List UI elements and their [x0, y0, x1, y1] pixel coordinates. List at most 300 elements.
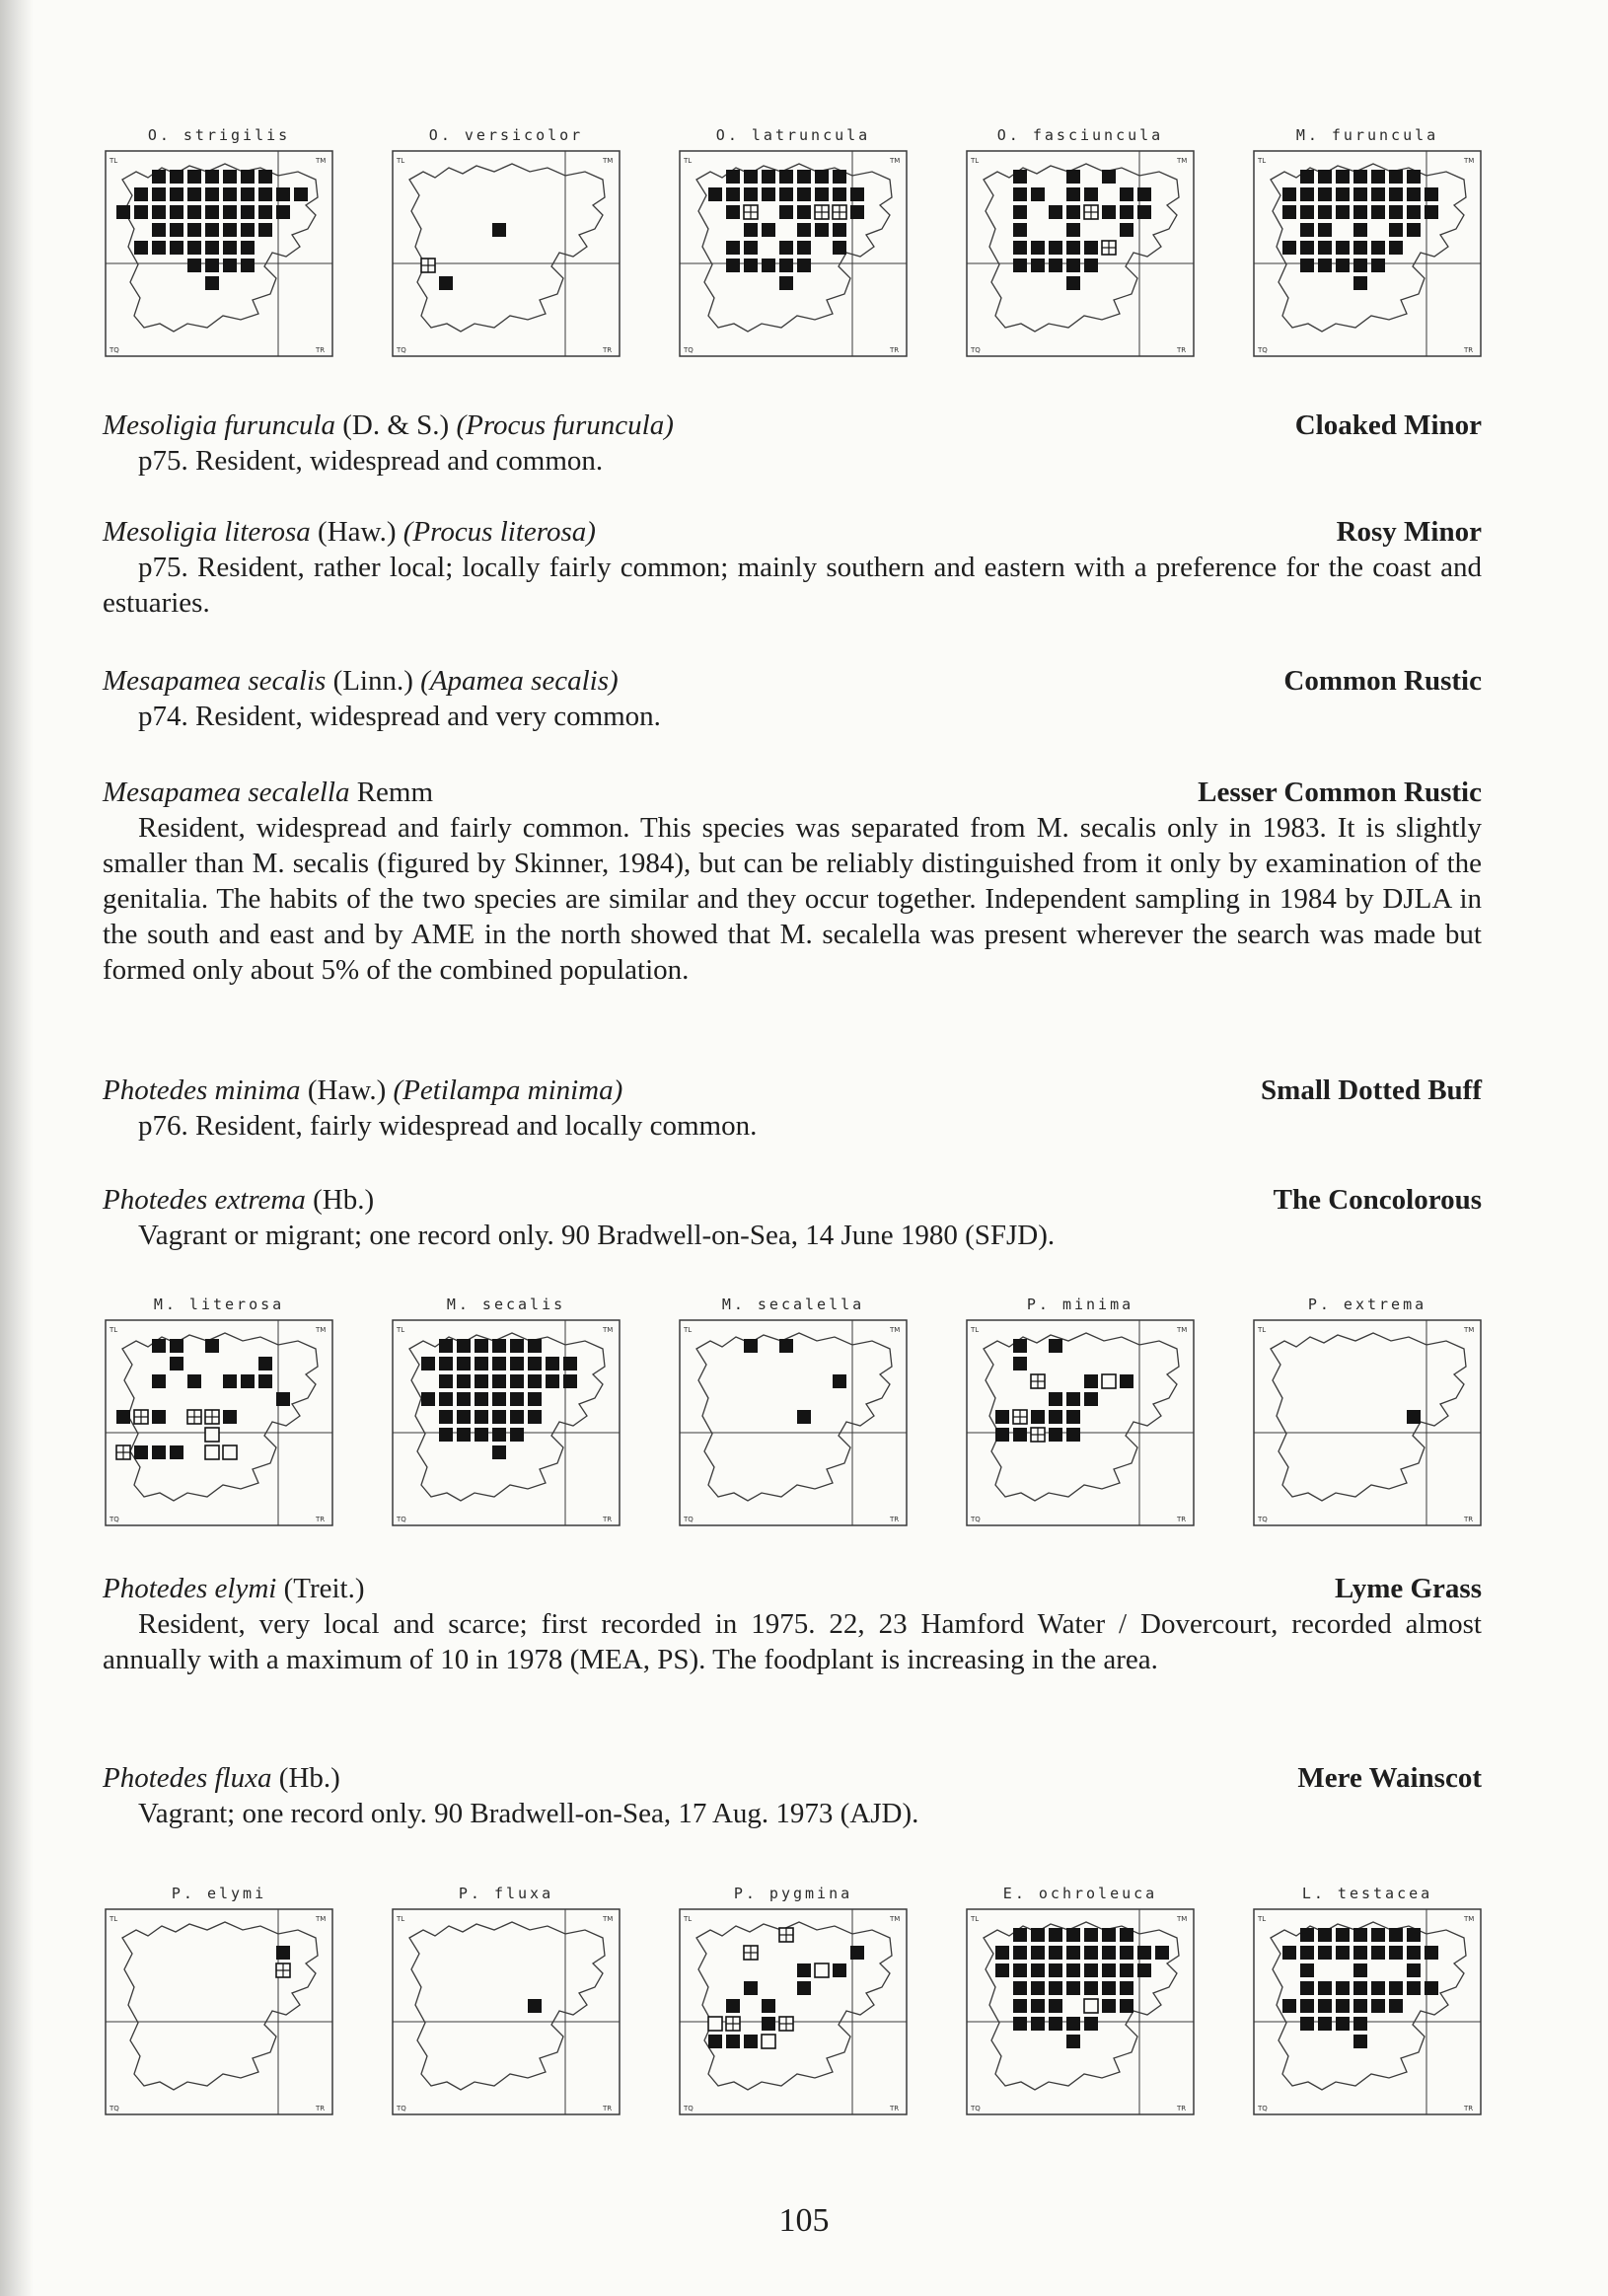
record-square-filled [1282, 187, 1296, 201]
map-p-fluxa [386, 1885, 626, 2121]
record-square-filled [1066, 187, 1080, 201]
record-square-filled [528, 1999, 542, 2013]
map-label: M. secalella [721, 1296, 865, 1313]
record-square-filled [475, 1374, 488, 1388]
record-square-filled [1155, 1946, 1169, 1960]
map-frame [106, 1909, 332, 2114]
record-square-filled [815, 223, 829, 237]
record-square-filled [1371, 1928, 1385, 1942]
distribution-map [679, 1319, 908, 1526]
record-square-filled [1318, 205, 1332, 219]
record-square-filled [797, 1963, 811, 1977]
map-m-furuncula [1247, 126, 1488, 363]
record-square-filled [492, 1357, 506, 1370]
grid-ref-tr: TR [603, 346, 613, 354]
map-label: O. latruncula [715, 126, 871, 144]
record-square-filled [1013, 1339, 1027, 1353]
record-square-filled [1300, 1981, 1314, 1995]
record-square-filled [1013, 1357, 1027, 1370]
record-square-filled [1300, 2017, 1314, 2031]
record-square-filled [1371, 1946, 1385, 1960]
record-square-filled [1353, 223, 1367, 237]
grid-ref-tq: TQ [110, 346, 119, 354]
grid-ref-tr: TR [316, 2105, 326, 2112]
record-square-filled [1049, 1428, 1062, 1442]
record-square-filled [1336, 1981, 1350, 1995]
record-square-filled [1049, 241, 1062, 255]
record-square-filled [492, 223, 506, 237]
record-square-filled [205, 276, 219, 290]
record-square-filled [294, 187, 308, 201]
record-square-filled [187, 259, 201, 272]
record-square-filled [1407, 223, 1421, 237]
species-entry [103, 663, 1482, 734]
record-square-filled [1353, 241, 1367, 255]
record-square-filled [1013, 1946, 1027, 1960]
record-square-filled [276, 205, 290, 219]
record-square-filled [762, 223, 775, 237]
entry-text: Resident, very local and scarce; first recorded in 1975. 22, 23 Hamford Water / Dovercourt, recorded almost annually with a maximum of 10 in 1978 (MEA, PS). The foodplant is increasing in the area. [103, 1608, 1482, 1675]
record-square-filled [779, 170, 793, 184]
grid-ref-tm: TM [603, 157, 614, 165]
record-square-filled [726, 170, 740, 184]
record-square-filled [457, 1428, 471, 1442]
record-square-filled [1066, 276, 1080, 290]
synonym: (Procus literosa) [402, 516, 596, 548]
record-square-filled [276, 187, 290, 201]
record-square-filled [1336, 2017, 1350, 2031]
record-square-filled [1031, 1999, 1045, 2013]
record-square-filled [1049, 1946, 1062, 1960]
record-square-filled [1300, 205, 1314, 219]
species-entry [103, 1073, 1482, 1144]
record-square-filled [850, 205, 864, 219]
record-square-filled [1318, 1928, 1332, 1942]
species-entry [103, 514, 1482, 621]
record-square-filled [528, 1410, 542, 1424]
record-square-filled [1102, 1999, 1116, 2013]
record-square-filled [1353, 205, 1367, 219]
record-square-filled [1318, 259, 1332, 272]
record-square-filled [833, 1963, 846, 1977]
record-square-filled [187, 170, 201, 184]
record-square-filled [1371, 259, 1385, 272]
record-square-filled [223, 205, 237, 219]
record-square-filled [762, 259, 775, 272]
map-p-elymi [99, 1885, 339, 2121]
grid-ref-tm: TM [316, 1326, 327, 1334]
record-square-filled [475, 1428, 488, 1442]
record-square-filled [726, 2035, 740, 2048]
record-square-filled [492, 1428, 506, 1442]
record-square-filled [1049, 1981, 1062, 1995]
record-square-filled [258, 1357, 272, 1370]
record-square-filled [1013, 2017, 1027, 2031]
record-square-filled [1120, 1999, 1133, 2013]
record-square-filled [241, 187, 255, 201]
record-square-filled [1120, 205, 1133, 219]
grid-ref-tl: TL [971, 157, 980, 165]
grid-ref-tr: TR [1177, 346, 1187, 354]
record-square-filled [1120, 223, 1133, 237]
record-square-filled [1120, 1963, 1133, 1977]
record-square-filled [1084, 241, 1098, 255]
record-square-filled [1031, 187, 1045, 201]
map-o-latruncula [673, 126, 914, 363]
record-square-filled [1371, 170, 1385, 184]
grid-ref-tr: TR [890, 2105, 900, 2112]
record-square-filled [1318, 1946, 1332, 1960]
record-square-filled [1066, 1981, 1080, 1995]
grid-ref-tl: TL [110, 157, 118, 165]
record-square-filled [833, 1374, 846, 1388]
record-square-filled [1389, 1981, 1403, 1995]
record-square-filled [1389, 241, 1403, 255]
scientific-name: Mesapamea secalis [103, 665, 327, 697]
species-entry [103, 1571, 1482, 1677]
authority: (Linn.) [332, 665, 413, 697]
record-square-filled [1031, 1928, 1045, 1942]
record-square-filled [276, 1946, 290, 1960]
record-square-filled [223, 223, 237, 237]
record-square-filled [276, 1392, 290, 1406]
grid-ref-tl: TL [1258, 157, 1267, 165]
record-square-filled [1282, 1999, 1296, 2013]
record-square-filled [170, 223, 183, 237]
distribution-map [679, 150, 908, 357]
record-square-filled [1066, 2035, 1080, 2048]
record-square-filled [1031, 259, 1045, 272]
grid-ref-tr: TR [890, 1516, 900, 1523]
grid-ref-tl: TL [110, 1915, 118, 1923]
record-square-filled [205, 205, 219, 219]
record-square-filled [241, 170, 255, 184]
record-square-filled [241, 259, 255, 272]
map-frame [393, 1909, 620, 2114]
record-square-filled [1066, 223, 1080, 237]
record-square-filled [1300, 259, 1314, 272]
map-label: P. minima [1026, 1296, 1134, 1313]
distribution-map [966, 150, 1195, 357]
record-square-filled [1013, 1963, 1027, 1977]
record-square-filled [1389, 170, 1403, 184]
record-square-filled [744, 1339, 758, 1353]
record-square-filled [258, 187, 272, 201]
record-square-filled [528, 1374, 542, 1388]
record-square-filled [708, 2035, 722, 2048]
record-square-filled [1031, 2017, 1045, 2031]
record-square-filled [510, 1428, 524, 1442]
record-square-filled [1371, 1999, 1385, 2013]
grid-ref-tq: TQ [684, 1516, 694, 1523]
grid-ref-tq: TQ [684, 2105, 694, 2112]
record-square-filled [1084, 1374, 1098, 1388]
record-square-filled [1407, 1410, 1421, 1424]
record-square-filled [779, 241, 793, 255]
record-square-filled [439, 1374, 453, 1388]
record-square-open [762, 2035, 775, 2048]
common-name: Rosy Minor [1336, 516, 1482, 548]
record-square-filled [1013, 1999, 1027, 2013]
record-square-filled [1371, 205, 1385, 219]
record-square-filled [1013, 187, 1027, 201]
record-square-filled [1031, 241, 1045, 255]
record-square-filled [1353, 187, 1367, 201]
record-square-filled [205, 259, 219, 272]
record-square-open [708, 2017, 722, 2031]
grid-ref-tl: TL [1258, 1326, 1267, 1334]
map-p-extrema [1247, 1296, 1488, 1532]
common-name: Small Dotted Buff [1261, 1074, 1482, 1106]
record-square-filled [762, 2017, 775, 2031]
record-square-filled [726, 241, 740, 255]
record-square-filled [152, 1374, 166, 1388]
record-square-filled [833, 223, 846, 237]
record-square-filled [1389, 1999, 1403, 2013]
record-square-filled [170, 170, 183, 184]
record-square-filled [1031, 1981, 1045, 1995]
record-square-filled [779, 276, 793, 290]
record-square-filled [1353, 259, 1367, 272]
record-square-filled [1102, 1981, 1116, 1995]
record-square-filled [1049, 1410, 1062, 1424]
record-square-filled [1371, 1981, 1385, 1995]
record-square-filled [510, 1410, 524, 1424]
record-square-filled [1407, 1981, 1421, 1995]
record-square-filled [1425, 1981, 1438, 1995]
record-square-filled [1084, 259, 1098, 272]
record-square-filled [1407, 170, 1421, 184]
grid-ref-tr: TR [603, 2105, 613, 2112]
record-square-filled [1013, 241, 1027, 255]
grid-ref-tl: TL [684, 1326, 693, 1334]
record-square-filled [116, 1410, 130, 1424]
record-square-filled [241, 223, 255, 237]
record-square-filled [1318, 2017, 1332, 2031]
record-square-filled [439, 1357, 453, 1370]
record-square-filled [1066, 205, 1080, 219]
record-square-filled [241, 205, 255, 219]
record-square-filled [223, 1374, 237, 1388]
distribution-map [966, 1319, 1195, 1526]
grid-ref-tm: TM [603, 1326, 614, 1334]
record-square-filled [995, 1963, 1009, 1977]
common-name: Lesser Common Rustic [1198, 777, 1482, 808]
record-square-filled [1049, 259, 1062, 272]
record-square-filled [779, 1339, 793, 1353]
record-square-filled [134, 187, 148, 201]
record-square-filled [1066, 1963, 1080, 1977]
entry-text: p74. Resident, widespread and very common. [138, 701, 661, 732]
map-row-bottom [99, 1885, 1490, 2121]
record-square-filled [850, 1946, 864, 1960]
record-square-filled [1407, 1963, 1421, 1977]
record-square-filled [439, 1410, 453, 1424]
record-square-filled [797, 1981, 811, 1995]
record-square-filled [726, 259, 740, 272]
record-square-filled [1389, 187, 1403, 201]
grid-ref-tl: TL [684, 1915, 693, 1923]
record-square-filled [1120, 1374, 1133, 1388]
record-square-filled [1102, 1963, 1116, 1977]
common-name: The Concolorous [1273, 1184, 1482, 1216]
record-square-filled [1282, 1946, 1296, 1960]
record-square-filled [563, 1357, 577, 1370]
grid-ref-tr: TR [316, 1516, 326, 1523]
scientific-name: Photedes minima [103, 1074, 301, 1106]
record-square-filled [1066, 1392, 1080, 1406]
record-square-filled [152, 205, 166, 219]
map-m-secalis [386, 1296, 626, 1532]
record-square-filled [797, 170, 811, 184]
grid-ref-tl: TL [397, 1326, 405, 1334]
record-square-filled [1371, 241, 1385, 255]
record-square-filled [726, 1999, 740, 2013]
record-square-filled [1031, 1963, 1045, 1977]
map-label: M. furuncula [1295, 126, 1439, 144]
record-square-filled [170, 1357, 183, 1370]
record-square-filled [223, 1410, 237, 1424]
record-square-filled [1336, 205, 1350, 219]
record-square-filled [546, 1357, 559, 1370]
grid-ref-tq: TQ [971, 2105, 981, 2112]
scientific-name: Photedes extrema [103, 1184, 306, 1216]
record-square-filled [1013, 259, 1027, 272]
record-square-filled [223, 170, 237, 184]
grid-ref-tr: TR [1177, 2105, 1187, 2112]
record-square-filled [815, 187, 829, 201]
record-square-filled [1120, 1946, 1133, 1960]
common-name: Common Rustic [1283, 665, 1482, 697]
record-square-filled [205, 223, 219, 237]
record-square-filled [708, 187, 722, 201]
grid-ref-tm: TM [1464, 1326, 1475, 1334]
record-square-filled [492, 1339, 506, 1353]
record-square-filled [1407, 1928, 1421, 1942]
record-square-filled [528, 1339, 542, 1353]
record-square-filled [995, 1428, 1009, 1442]
record-square-filled [1049, 1928, 1062, 1942]
record-square-filled [1425, 205, 1438, 219]
record-square-filled [187, 1374, 201, 1388]
entry-text: p75. Resident, rather local; locally fairly common; mainly southern and eastern with a preference for the coast and estuaries. [103, 552, 1482, 619]
record-square-filled [439, 1339, 453, 1353]
record-square-filled [528, 1357, 542, 1370]
record-square-filled [744, 1981, 758, 1995]
authority: (Treit.) [283, 1573, 365, 1604]
grid-ref-tl: TL [971, 1326, 980, 1334]
record-square-open [1084, 1999, 1098, 2013]
record-square-filled [1336, 259, 1350, 272]
map-frame [1254, 1320, 1481, 1525]
record-square-filled [1066, 1946, 1080, 1960]
grid-ref-tm: TM [316, 157, 327, 165]
record-square-filled [258, 205, 272, 219]
record-square-filled [563, 1374, 577, 1388]
grid-ref-tr: TR [1464, 2105, 1474, 2112]
map-l-testacea [1247, 1885, 1488, 2121]
record-square-filled [152, 170, 166, 184]
record-square-filled [1102, 1946, 1116, 1960]
record-square-filled [1120, 1981, 1133, 1995]
grid-ref-tm: TM [1464, 1915, 1475, 1923]
common-name: Lyme Grass [1334, 1573, 1482, 1604]
record-square-filled [421, 1357, 435, 1370]
map-p-minima [960, 1296, 1201, 1532]
grid-ref-tl: TL [110, 1326, 118, 1334]
record-square-filled [1336, 1946, 1350, 1960]
grid-ref-tr: TR [1177, 1516, 1187, 1523]
record-square-filled [1031, 1946, 1045, 1960]
grid-ref-tq: TQ [397, 346, 406, 354]
synonym: (Petilampa minima) [393, 1074, 623, 1106]
record-square-filled [744, 259, 758, 272]
record-square-filled [439, 276, 453, 290]
authority: (Haw.) [307, 1074, 387, 1106]
record-square-filled [1318, 170, 1332, 184]
authority: Remm [356, 777, 434, 808]
record-square-filled [1425, 1946, 1438, 1960]
record-square-filled [1300, 187, 1314, 201]
record-square-filled [205, 187, 219, 201]
authority: (Hb.) [278, 1762, 340, 1794]
record-square-filled [797, 205, 811, 219]
record-square-filled [1371, 187, 1385, 201]
distribution-map [392, 1908, 621, 2115]
record-square-filled [152, 223, 166, 237]
distribution-map [679, 1908, 908, 2115]
grid-ref-tm: TM [890, 1915, 901, 1923]
record-square-filled [1318, 1981, 1332, 1995]
grid-ref-tr: TR [603, 1516, 613, 1523]
grid-ref-tq: TQ [1258, 2105, 1268, 2112]
entry-text: Vagrant or migrant; one record only. 90 Bradwell-on-Sea, 14 June 1980 (SFJD). [138, 1220, 1056, 1251]
grid-ref-tr: TR [316, 346, 326, 354]
map-label: M. literosa [153, 1296, 285, 1313]
record-square-filled [152, 1410, 166, 1424]
record-square-filled [797, 223, 811, 237]
record-square-filled [1318, 1999, 1332, 2013]
record-square-filled [1137, 1963, 1151, 1977]
record-square-filled [1407, 187, 1421, 201]
map-label: O. strigilis [147, 126, 291, 144]
record-square-filled [744, 223, 758, 237]
record-square-filled [744, 187, 758, 201]
record-square-filled [797, 187, 811, 201]
scientific-name: Mesapamea secalella [103, 777, 350, 808]
record-square-filled [1102, 205, 1116, 219]
record-square-filled [258, 1374, 272, 1388]
record-square-filled [205, 170, 219, 184]
record-square-filled [1084, 1928, 1098, 1942]
map-label: P. extrema [1307, 1296, 1427, 1313]
map-label: P. elymi [171, 1885, 267, 1902]
record-square-filled [152, 1445, 166, 1459]
record-square-filled [1336, 187, 1350, 201]
distribution-map [1253, 1908, 1482, 2115]
record-square-filled [1353, 2017, 1367, 2031]
map-e-ochroleuca [960, 1885, 1201, 2121]
record-square-filled [1353, 2035, 1367, 2048]
grid-ref-tq: TQ [971, 346, 981, 354]
record-square-filled [116, 205, 130, 219]
record-square-filled [1300, 1963, 1314, 1977]
record-square-filled [1389, 1928, 1403, 1942]
map-p-pygmina [673, 1885, 914, 2121]
record-square-filled [1407, 205, 1421, 219]
record-square-filled [779, 187, 793, 201]
map-o-fasciuncula [960, 126, 1201, 363]
